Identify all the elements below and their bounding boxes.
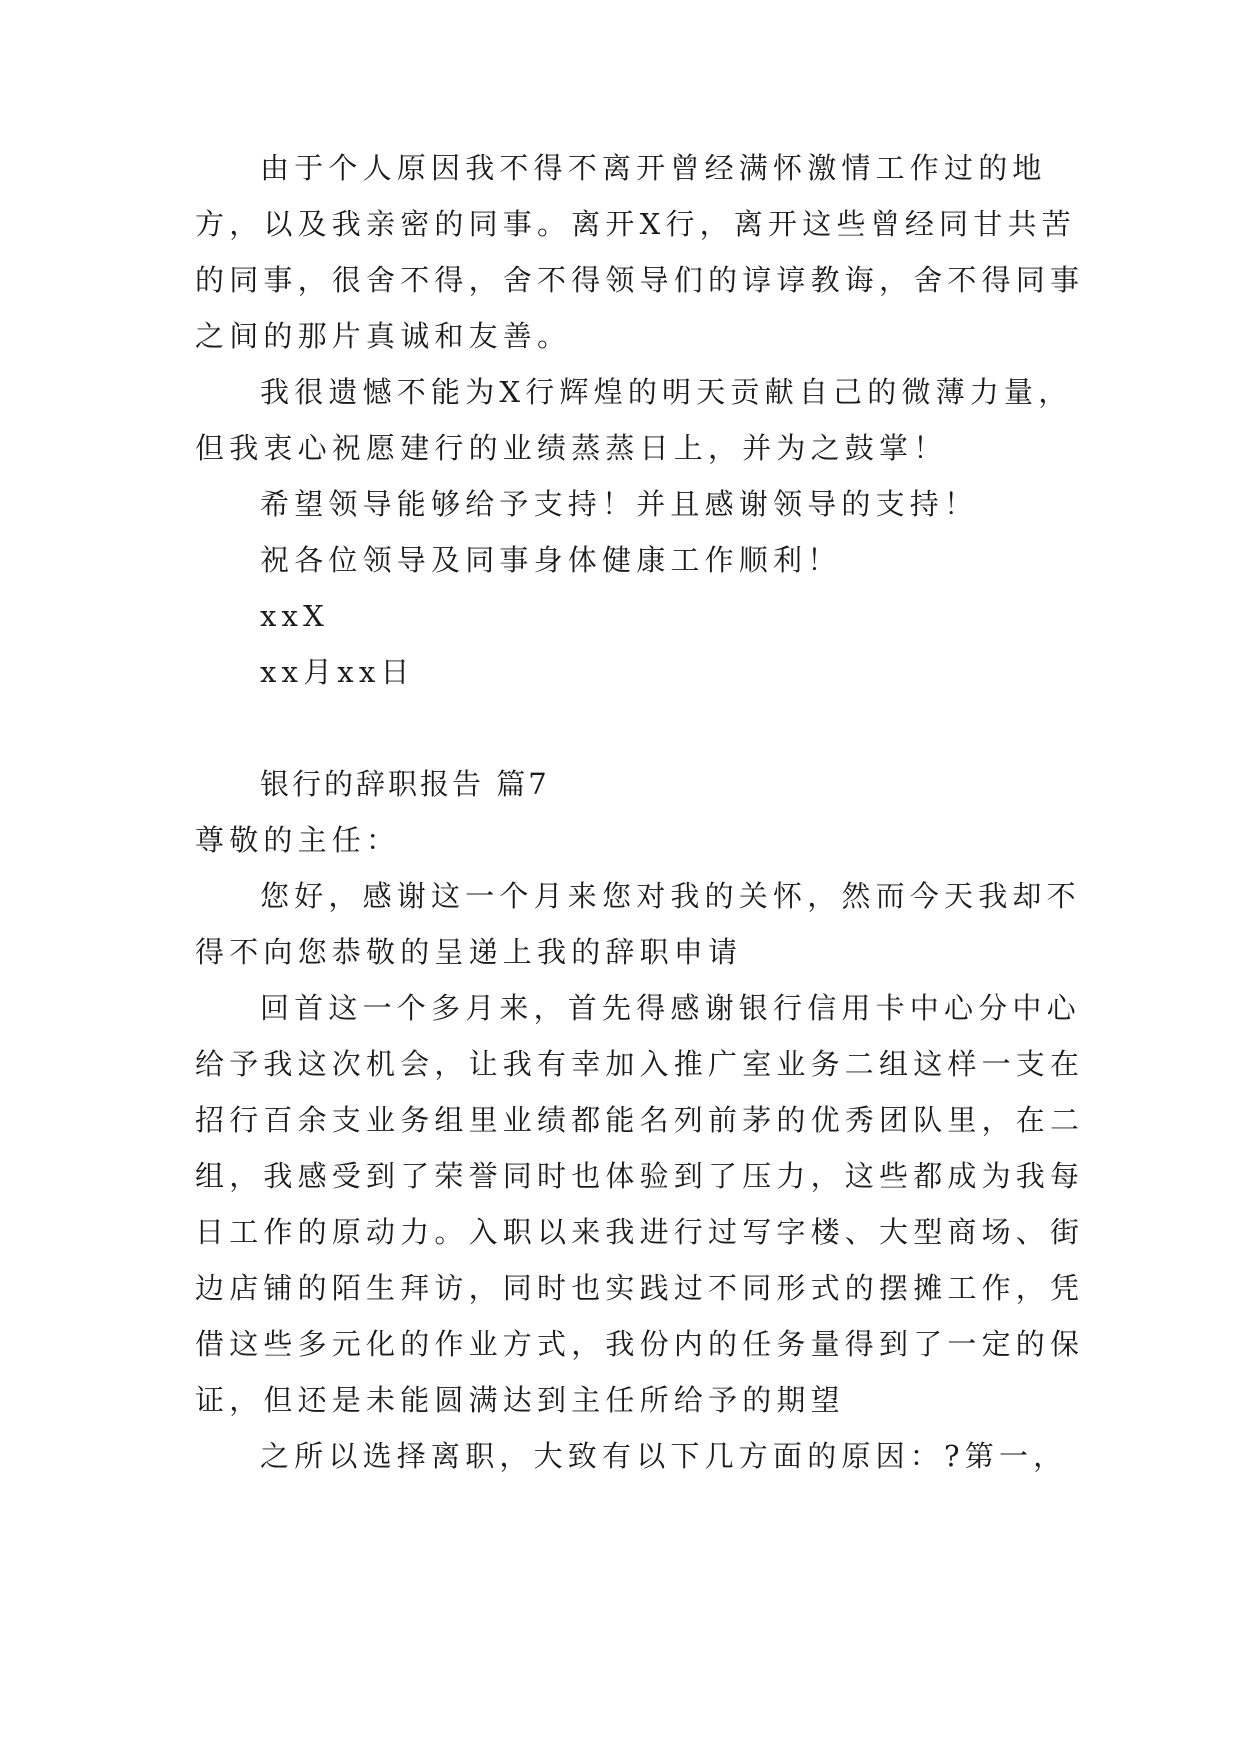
paragraph-line: 祝各位领导及同事身体健康工作顺利！ <box>260 543 842 577</box>
signature-name: xxX <box>260 599 329 633</box>
paragraph-line: 的同事，很舍不得，舍不得领导们的谆谆教诲，舍不得同事 <box>195 263 1085 297</box>
paragraph-line: 组，我感受到了荣誉同时也体验到了压力，这些都成为我每 <box>195 1159 1085 1193</box>
paragraph-line: 边店铺的陌生拜访，同时也实践过不同形式的摆摊工作，凭 <box>195 1271 1085 1305</box>
paragraph-line: 之间的那片真诚和友善。 <box>195 319 572 353</box>
paragraph-line: 得不向您恭敬的呈递上我的辞职申请 <box>195 935 743 969</box>
paragraph-line: 方，以及我亲密的同事。离开X行，离开这些曾经同甘共苦 <box>195 207 1076 241</box>
paragraph-line: 我很遗憾不能为X行辉煌的明天贡献自己的微薄力量， <box>260 375 1073 409</box>
paragraph-line: 但我衷心祝愿建行的业绩蒸蒸日上，并为之鼓掌！ <box>195 431 948 465</box>
paragraph-line: 借这些多元化的作业方式，我份内的任务量得到了一定的保 <box>195 1327 1085 1361</box>
paragraph-line: 回首这一个多月来，首先得感谢银行信用卡中心分中心 <box>260 991 1081 1025</box>
paragraph-line: 招行百余支业务组里业绩都能名列前茅的优秀团队里，在二 <box>195 1103 1085 1137</box>
paragraph-line: 之所以选择离职，大致有以下几方面的原因：?第一， <box>260 1439 1068 1473</box>
paragraph-line: 给予我这次机会，让我有幸加入推广室业务二组这样一支在 <box>195 1047 1085 1081</box>
paragraph-line: 希望领导能够给予支持！并且感谢领导的支持！ <box>260 487 979 521</box>
signature-date: xx月xx日 <box>260 655 415 689</box>
paragraph-line: 日工作的原动力。入职以来我进行过写字楼、大型商场、街 <box>195 1215 1085 1249</box>
section-heading: 银行的辞职报告 篇7 <box>260 767 550 801</box>
salutation: 尊敬的主任： <box>195 823 401 857</box>
paragraph-line: 证，但还是未能圆满达到主任所给予的期望 <box>195 1383 845 1417</box>
paragraph-line: 您好，感谢这一个月来您对我的关怀，然而今天我却不 <box>260 879 1081 913</box>
paragraph-line: 由于个人原因我不得不离开曾经满怀激情工作过的地 <box>260 151 1047 185</box>
